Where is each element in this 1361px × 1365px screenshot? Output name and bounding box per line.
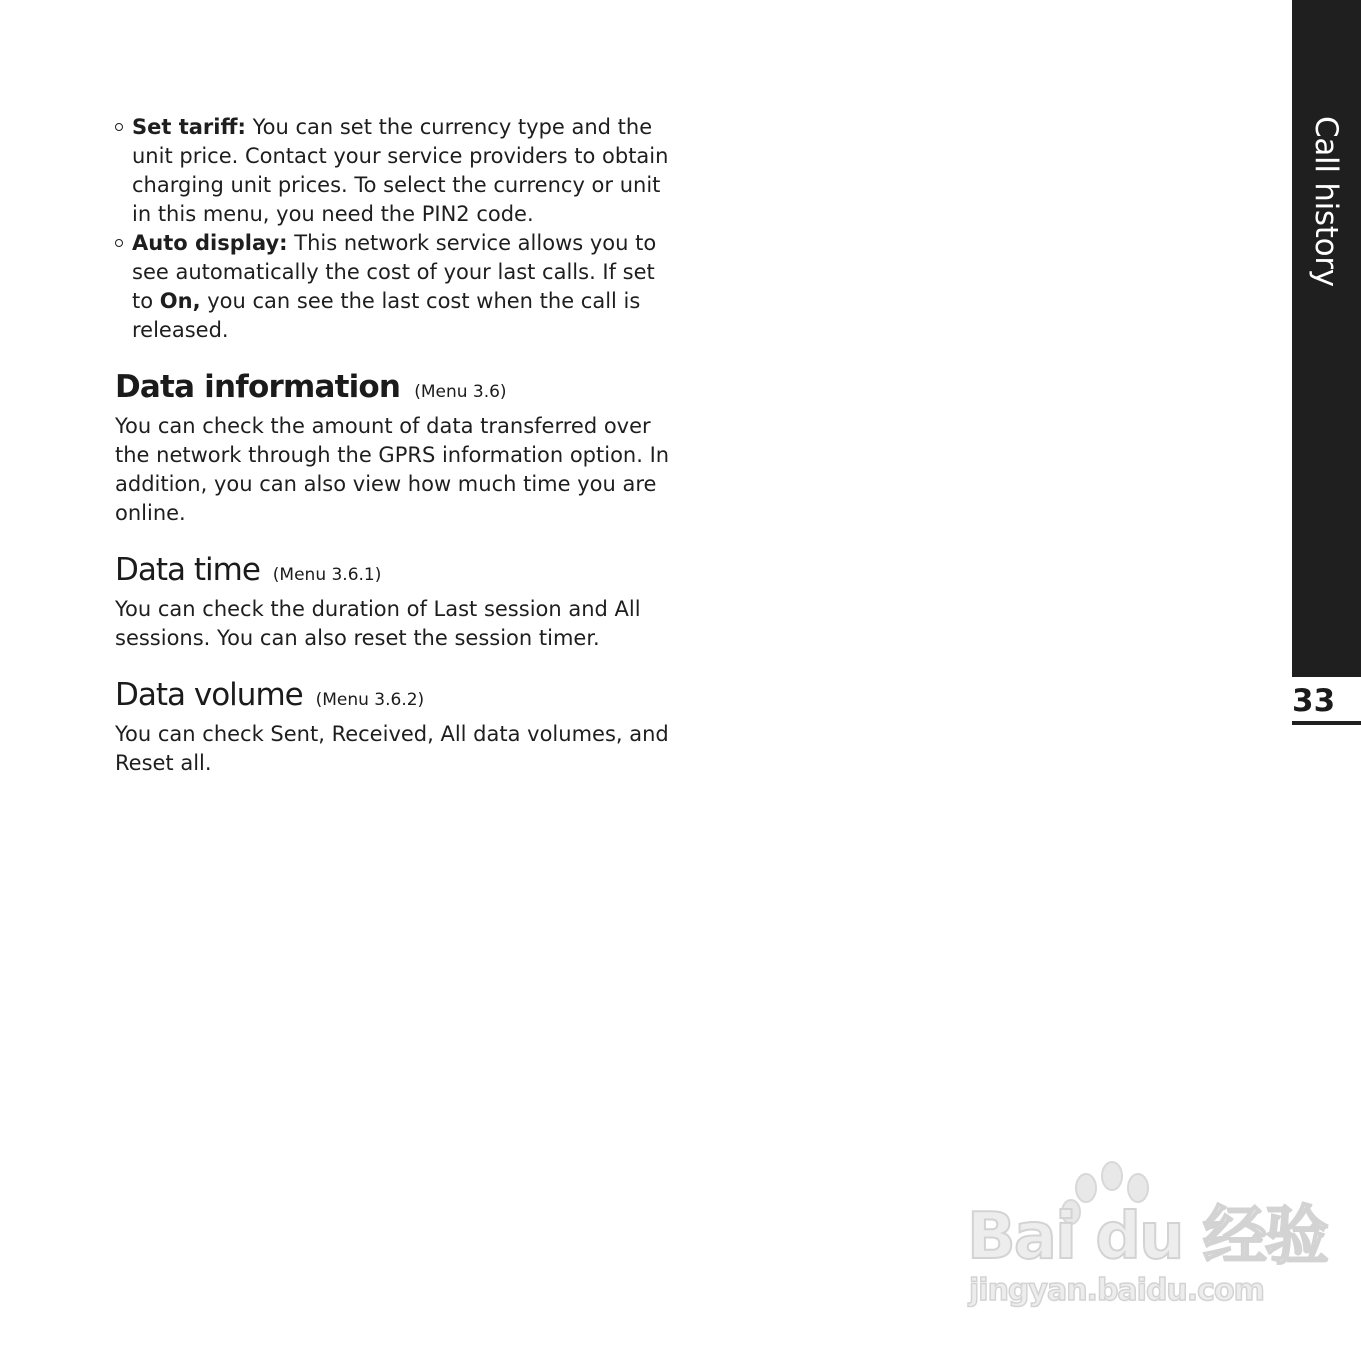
set-tariff-description: You can set the currency type and the unit price. Contact your service providers to obtain charging unit prices. To select the currency or unit in this menu, you need the PIN2 code.	[132, 115, 669, 226]
heading-data-information	[115, 367, 675, 412]
heading-data-time-title: Data time	[115, 552, 260, 588]
auto-display-description-start: This network service allows you to see automatically the cost of your last calls. If set to	[132, 231, 657, 313]
baidu-watermark-logo	[965, 1160, 1327, 1310]
data-time-body: You can check the duration of Last session and All sessions. You can also reset the session timer.	[115, 597, 641, 650]
term-auto-display: Auto display:	[132, 231, 288, 255]
page-number: 33	[1292, 683, 1336, 719]
menu-ref-3-6-2: (Menu 3.6.2)	[315, 690, 425, 710]
heading-data-volume-title: Data volume	[115, 677, 303, 713]
heading-data-time	[115, 550, 675, 595]
data-volume-body: You can check Sent, Received, All data volumes, and Reset all.	[115, 722, 669, 775]
on-keyword: On,	[159, 289, 201, 313]
menu-ref-3-6-1: (Menu 3.6.1)	[272, 565, 382, 585]
page-content	[115, 113, 675, 778]
options-list	[115, 113, 675, 345]
page-number-rule	[1292, 721, 1361, 725]
bullet-circle-icon	[115, 239, 123, 247]
baidu-url-text: jingyan.baidu.com	[969, 1273, 1264, 1308]
chapter-tab	[1292, 0, 1361, 677]
auto-display-description-end: you can see the last cost when the call is released.	[132, 289, 641, 342]
baidu-brand-text: Bai du 经验	[967, 1200, 1327, 1274]
data-information-body: You can check the amount of data transferred over the network through the GPRS information option. In addition, you can also view how much time you are online.	[115, 414, 670, 525]
menu-ref-3-6: (Menu 3.6)	[414, 382, 507, 402]
term-set-tariff: Set tariff:	[132, 115, 246, 139]
list-item-set-tariff	[115, 113, 675, 229]
heading-data-volume	[115, 675, 675, 720]
bullet-circle-icon	[115, 123, 123, 131]
heading-data-information-title: Data information	[115, 369, 401, 405]
chapter-title: Call history	[1308, 116, 1344, 287]
list-item-auto-display	[115, 229, 675, 345]
